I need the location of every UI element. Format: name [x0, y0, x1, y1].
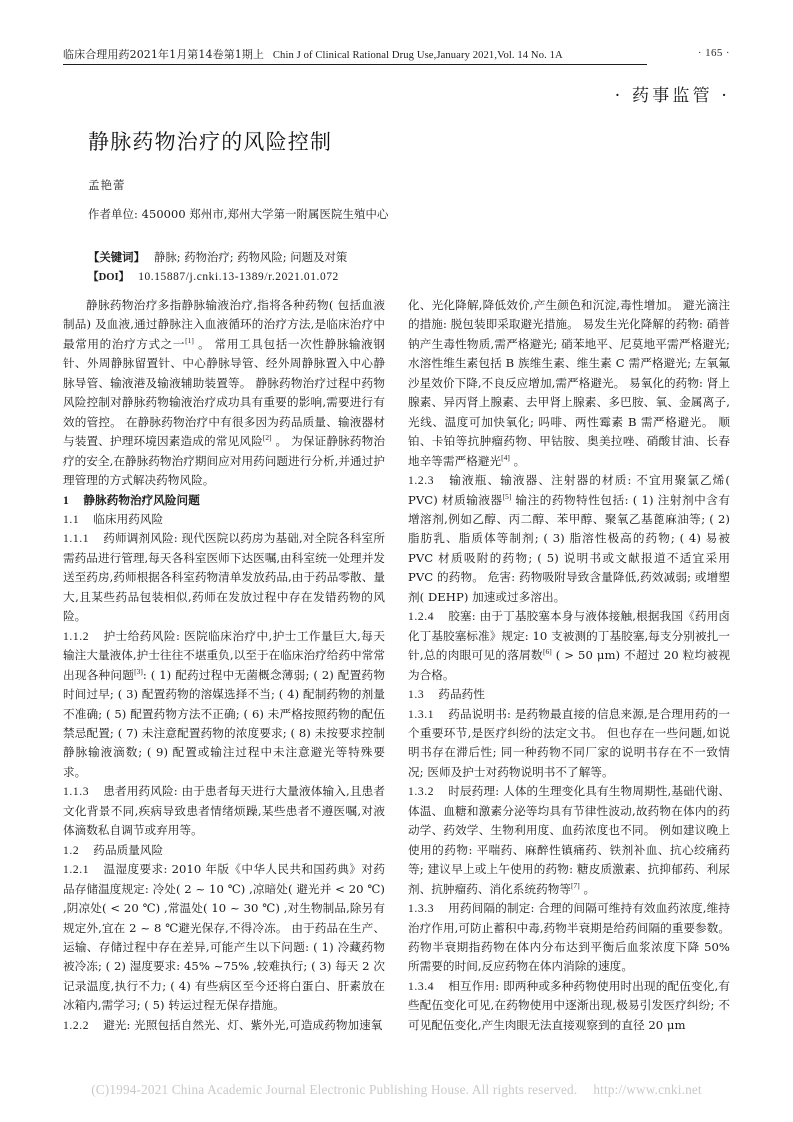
- section-number: 1.2: [63, 843, 80, 857]
- section-heading-3: [408, 705, 730, 783]
- page-number: · 165 ·: [697, 47, 730, 59]
- section-heading-3: [408, 782, 730, 899]
- section-body: 药品说明书: 是药物最直接的信息来源,是合理用药的一个重要环节,是医疗纠纷的法定文书。 但也存在一些问题,如说明书存在滞后性; 同一种药物不同厂家的说明书存在不一致情况; 医师及护士对药物说明书不了解等。: [408, 706, 730, 779]
- footer-copyright: [0, 1082, 793, 1098]
- running-head-english: Chin J of Clinical Rational Drug Use,January 2021,Vol. 14 No. 1A: [272, 50, 563, 61]
- author-affiliation: 作者单位: 450000 郑州市,郑州大学第一附属医院生殖中心: [88, 207, 389, 221]
- body-column-left: [63, 296, 385, 1066]
- section-heading-3: [63, 860, 385, 1016]
- section-number: 1.3.4: [408, 979, 435, 993]
- running-head-rule: [63, 64, 647, 65]
- section-heading-2: [63, 841, 385, 860]
- section-heading-3: [63, 782, 385, 840]
- section-body: 用药间隔的制定: 合理的间隔可维持有效血药浓度,维持治疗作用,可防止蓄积中毒,药物半衰期是给药间隔的重要参数。 药物半衰期指药物在体内分布达到平衡后血浆浓度下降 50% 所需要的时间,反应药物在体内消除的速度。: [408, 901, 730, 974]
- body-column-right: [408, 296, 730, 1066]
- reference-marker: [6]: [542, 647, 552, 657]
- reference-marker: [3]: [134, 666, 143, 676]
- section-number: 1.1.1: [63, 532, 90, 546]
- section-body: 护士给药风险: 医院临床治疗中,护士工作量巨大,每天输注大量液体,护士往往不堪重负,以至于在临床治疗给药中常常出现各种问题[3]: ( 1) 配药过程中无菌概念薄弱; ( 2) 配置药物时间过早; ( 3) 配置药物的溶媒选择不当; ( 4) 配制药物的剂量不准确; ( 5) 配置药物方法不正确; ( 6) 未严格按照药物的配伍禁忌配置; ( 7) 未注意配置药物的浓度要求; ( 8) 未按要求控制静脉输液滴数; ( 9) 配置或输注过程中未注意避光等特殊要求。: [63, 628, 385, 779]
- section-number: 1.1.2: [63, 629, 90, 643]
- section-title: 临床用药风险: [93, 511, 164, 526]
- section-number: 1.1.3: [63, 785, 90, 799]
- running-head-left: [63, 46, 563, 62]
- section-heading-3: [408, 977, 730, 1035]
- keywords-label: 【关键词】: [88, 250, 145, 264]
- section-body: 患者用药风险: 由于患者每天进行大量液体输入,且患者文化背景不同,疾病导致患者情绪烦躁,某些患者不遵医嘱,对液体滴数私自调节或弃用等。: [63, 784, 385, 838]
- cnki-url[interactable]: http://www.cnki.net: [593, 1082, 702, 1097]
- section-number: 1.2.4: [408, 610, 435, 624]
- section-number: 1.1: [63, 512, 80, 526]
- section-body: 药师调剂风险: 现代医院以药房为基础,对全院各科室所需药品进行管理,每天各科室医师下达医嘱,由科室统一处理并发送至药房,药师根据各科室药物清单发放药品,由于药品零散、量大,且某些药品包装相似,药师在发放过程中存在发错药物的风险。: [63, 531, 385, 624]
- section-heading-3: [408, 607, 730, 685]
- reference-marker: [4]: [501, 452, 510, 462]
- section-heading-2: [408, 685, 730, 704]
- section-title: 药品药性: [438, 687, 485, 702]
- section-heading-3: [408, 899, 730, 977]
- section-body: 时辰药理: 人体的生理变化具有生物周期性,基础代谢、体温、血糖和激素分泌等均具有节律性波动,故药物在体内的药动学、药效学、生物利用度、血药浓度也不同。 例如建议晚上使用的药物: 平喘药、麻醉性镇痛药、铁剂补血、抗心绞痛药等; 建议早上或上午使用的药物: 糖皮质激素、抗抑郁药、利尿剂、抗肿瘤药、消化系统药物等[7] 。: [408, 784, 730, 896]
- section-title: 药品质量风险: [93, 842, 164, 857]
- section-body: 避光: 光照包括自然光、灯、紫外光,可造成药物加速氧: [103, 1017, 383, 1032]
- reference-marker: [7]: [571, 880, 580, 890]
- section-number: 1.3.2: [408, 785, 435, 799]
- section-heading-3: [63, 529, 385, 626]
- section-body: 胶塞: 由于丁基胶塞本身与液体接触,根据我国《药用卤化丁基胶塞标准》规定: 10 支被测的丁基胶塞,每支分别被扎一针,总的肉眼可见的落屑数[6] ( > 50 μm) 不超过 20 粒均被视为合格。: [408, 609, 730, 682]
- running-head-chinese: 临床合理用药2021年1月第14卷第1期上: [63, 48, 265, 61]
- section-heading-3: [63, 1016, 385, 1035]
- section-number: 1.3.1: [408, 707, 435, 721]
- doi-value: 10.15887/j.cnki.13-1389/r.2021.01.072: [138, 271, 339, 283]
- section-number: 1.3.3: [408, 902, 435, 916]
- section-number: 1.2.1: [63, 863, 90, 877]
- running-head: [63, 46, 730, 68]
- section-body: 相互作用: 即两种或多种药物使用时出现的配伍变化,有些配伍变化可见,在药物使用中逐渐出现,极易引发医疗纠纷; 不可见配伍变化,产生肉眼无法直接观察到的直径 20 μm: [408, 978, 730, 1032]
- reference-marker: [5]: [502, 491, 512, 501]
- section-heading-1: [63, 491, 385, 510]
- section-number: 1.2.3: [408, 474, 435, 488]
- article-title: 静脉药物治疗的风险控制: [88, 130, 333, 154]
- keywords-value: 静脉; 药物治疗; 药物风险; 问题及对策: [153, 250, 348, 264]
- reference-marker: [2]: [262, 433, 272, 443]
- article-metadata: [88, 248, 347, 287]
- copyright-text: (C)1994-2021 China Academic Journal Electronic Publishing House. All rights reserved.: [91, 1082, 578, 1097]
- section-heading-3: [408, 471, 730, 607]
- author-name: 孟艳蕾: [88, 178, 126, 192]
- reference-marker: [1]: [185, 336, 194, 346]
- section-number: 1.3: [408, 688, 425, 702]
- section-heading-3: [63, 627, 385, 783]
- keywords-row: [88, 248, 347, 267]
- section-body: 温湿度要求: 2010 年版《中华人民共和国药典》对药品存储温度规定: 冷处( 2 ~ 10 ℃) ,凉暗处( 避光并 < 20 ℃) ,阴凉处( < 20 ℃) ,常温处( 10 ~ 30 ℃) ,对生物制品,除另有规定外,宜在 2 ~ 8 ℃避光保存,不得冷冻。 由于药品在生产、运输、存储过程中存在差异,可能产生以下问题: ( 1) 冷藏药物被冷冻; ( 2) 湿度要求: 45% ~75% ,较难执行; ( 3) 每天 2 次记录温度,执行不力; ( 4) 有些病区至今还将白蛋白、肝素放在冰箱内,需学习; ( 5) 转运过程无保存措施。: [63, 862, 385, 1013]
- body-paragraph: 静脉药物治疗多指静脉输液治疗,指将各种药物( 包括血液制品) 及血液,通过静脉注入血液循环的治疗方法,是临床治疗中最常用的治疗方式之一[1] 。 常用工具包括一次性静脉输液钢针、外周静脉留置针、中心静脉导管、经外周静脉置入中心静脉导管、输液港及输液辅助装置等。 静脉药物治疗过程中药物风险控制对静脉药物输液治疗成功具有重要的影响,需要进行有效的管控。 在静脉药物治疗中有很多因为药品质量、输液器材与装置、护理环境因素造成的常见风险[2] 。 为保证静脉药物治疗的安全,在静脉药物治疗期间应对用药问题进行分析,并通过护理管理的方式解决药物风险。: [63, 298, 385, 488]
- doi-row: [88, 267, 347, 287]
- article-body: [63, 296, 730, 1066]
- section-heading-2: [63, 510, 385, 529]
- section-number: 1.2.2: [63, 1018, 90, 1032]
- doi-label: 【DOI】: [88, 272, 130, 283]
- section-number: 1: [63, 493, 70, 507]
- body-paragraph: 化、光化降解,降低效价,产生颜色和沉淀,毒性增加。 避光滴注的措施: 脱包装即采取避光措施。 易发生光化降解的药物: 硝普钠产生毒性物质,需严格避光; 硝苯地平、尼莫地平需严格避光; 水溶性维生素包括 B 族维生素、维生素 C 需严格避光; 左氧氟沙星效价下降,不良反应增加,需严格避光。 易氧化的药物: 肾上腺素、异丙肾上腺素、去甲肾上腺素、多巴胺、氧、金属离子,光线、温度可加快氧化; 吗啡、两性霉素 B 需严格避光。 顺铂、卡铂等抗肿瘤药物、甲钴胺、奥美拉唑、硝酸甘油、长春地辛等需严格避光[4] 。: [408, 298, 730, 468]
- section-head: · 药事监管 ·: [614, 86, 730, 106]
- section-body: 输液瓶、输液器、注射器的材质: 不宜用聚氯乙烯( PVC) 材质输液器[5] 输注的药物特性包括: ( 1) 注射剂中含有增溶剂,例如乙醇、丙二醇、苯甲醇、聚氧乙基蓖麻油等; ( 2) 脂肪乳、脂质体等制剂; ( 3) 脂溶性极高的药物; ( 4) 易被 PVC 材质吸附的药物; ( 5) 说明书或文献报道不适宜采用 PVC 的药物。 危害: 药物吸附导致含量降低,药效减弱; 或增塑剂( DEHP) 加速或过多溶出。: [408, 473, 730, 604]
- section-title: 静脉药物治疗风险问题: [83, 492, 200, 507]
